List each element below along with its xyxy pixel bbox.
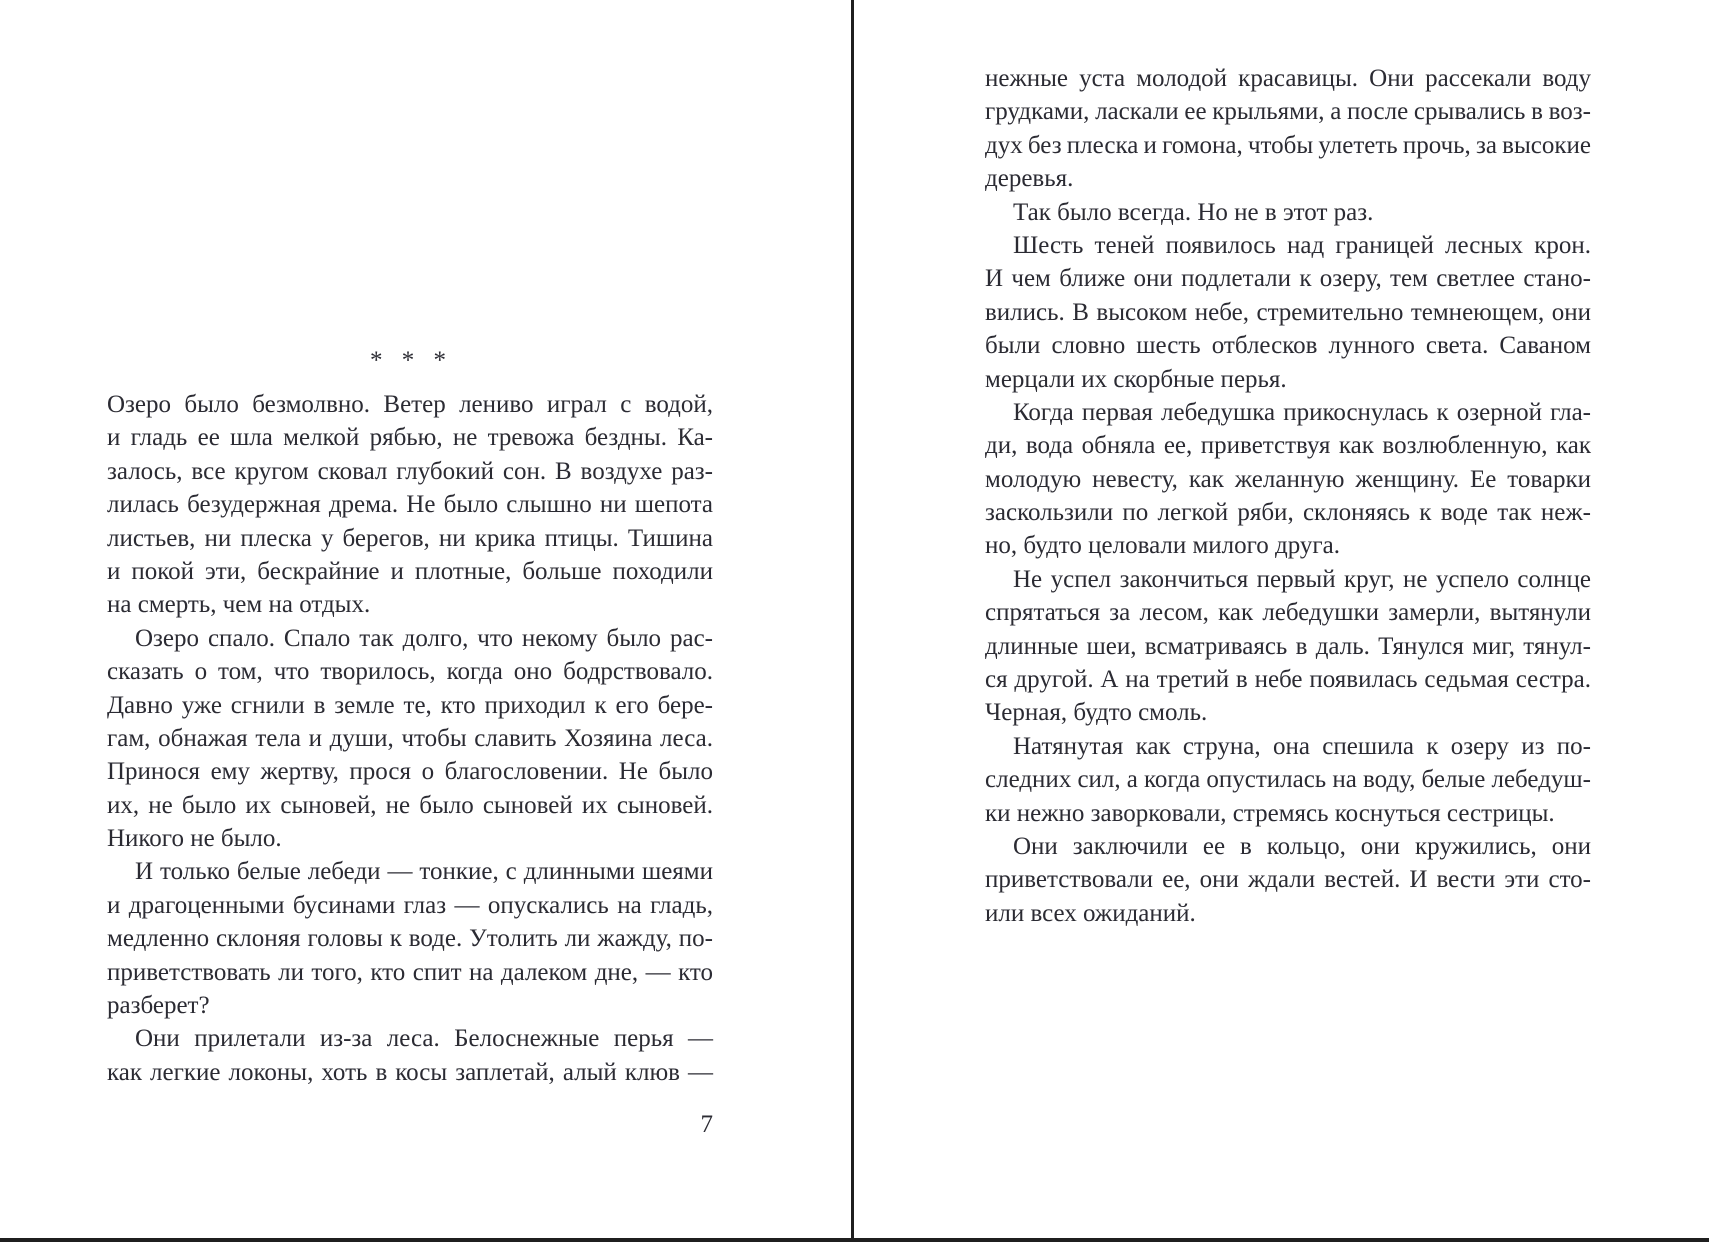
text-line: но, будто целовали милого друга. <box>985 532 1341 560</box>
text-line: листьев, ни плеска у берегов, ни крика птицы. Тишина <box>107 524 713 552</box>
text-line: грудками, ласкали ее крыльями, а после срывались в воз- <box>985 98 1591 126</box>
text-line: деревья. <box>985 165 1074 193</box>
bottom-border <box>0 1238 1709 1242</box>
section-separator: * * * <box>370 347 450 374</box>
text-line: ки нежно заворковали, стремясь коснуться сестрицы. <box>985 799 1555 827</box>
page-divider <box>851 0 854 1242</box>
text-line: приветствовать ли того, кто спит на далеком дне, — кто <box>107 958 713 986</box>
text-line: Никого не было. <box>107 825 282 853</box>
text-line: приветствовали ее, они ждали вестей. И вести эти сто- <box>985 866 1591 894</box>
text-line: Когда первая лебедушка прикоснулась к озерной гла- <box>1013 398 1591 426</box>
text-line: были словно шесть отблесков лунного света. Саваном <box>985 332 1591 360</box>
text-line: Они заключили ее в кольцо, они кружились, они <box>1013 832 1591 860</box>
text-line: Давно уже сгнили в земле те, кто приходил к его бере- <box>107 691 713 719</box>
text-line: Они прилетали из-за леса. Белоснежные перья — <box>135 1025 713 1053</box>
text-line: или всех ожиданий. <box>985 899 1196 927</box>
text-line: Не успел закончиться первый круг, не успело солнце <box>1013 565 1591 593</box>
text-line: ди, вода обняла ее, приветствуя как возлюбленную, как <box>985 432 1591 460</box>
text-line: вились. В высоком небе, стремительно темнеющем, они <box>985 298 1591 326</box>
page-number: 7 <box>700 1111 713 1138</box>
text-line: и гладь ее шла мелкой рябью, не тревожа бездны. Ка- <box>107 424 713 452</box>
text-line: сказать о том, что творилось, когда оно бодрствовало. <box>107 658 713 686</box>
text-line: дух без плеска и гомона, чтобы улететь прочь, за высокие <box>985 131 1591 159</box>
text-line: их, не было их сыновей, не было сыновей их сыновей. <box>107 791 713 819</box>
left-page-text <box>107 388 713 1089</box>
text-line: И только белые лебеди — тонкие, с длинными шеями <box>135 858 713 886</box>
text-line: Принося ему жертву, прося о благословении. Не было <box>107 758 713 786</box>
text-line: Черная, будто смоль. <box>985 699 1208 727</box>
text-line: Натянутая как струна, она спешила к озеру из по- <box>1013 732 1591 760</box>
text-line: Шесть теней появилось над границей лесных крон. <box>1013 231 1591 259</box>
text-line: залось, все кругом сковал глубокий сон. В воздухе раз- <box>107 457 713 485</box>
text-line: и драгоценными бусинами глаз — опускались на гладь, <box>107 891 713 919</box>
text-line: лилась безудержная дрема. Не было слышно ни шепота <box>107 491 713 519</box>
text-line: нежные уста молодой красавицы. Они рассекали воду <box>985 65 1591 92</box>
text-line: Озеро спало. Спало так долго, что некому было рас- <box>135 624 713 652</box>
text-line: следних сил, а когда опустилась на воду, белые лебедуш- <box>985 766 1591 794</box>
text-line: Так было всегда. Но не в этот раз. <box>1013 198 1374 226</box>
text-line: мерцали их скорбные перья. <box>985 365 1287 393</box>
text-line: медленно склоняя головы к воде. Утолить ли жажду, по- <box>107 925 713 953</box>
text-line: гам, обнажая тела и души, чтобы славить Хозяина леса. <box>107 724 713 752</box>
text-line: молодую невесту, как желанную женщину. Ее товарки <box>985 465 1591 493</box>
text-line: разберет? <box>107 992 210 1020</box>
text-line: спрятаться за лесом, как лебедушки замерли, вытянули <box>985 599 1591 627</box>
text-line: длинные шеи, всматриваясь в даль. Тянулся миг, тянул- <box>985 632 1591 660</box>
text-line: на смерть, чем на отдых. <box>107 591 371 619</box>
text-line: И чем ближе они подлетали к озеру, тем светлее стано- <box>985 265 1591 293</box>
text-line: как легкие локоны, хоть в косы заплетай, алый клюв — <box>107 1058 713 1086</box>
left-page <box>107 0 713 1242</box>
text-line: заскользили по легкой ряби, склоняясь к воде так неж- <box>985 499 1591 527</box>
right-page <box>985 0 1591 1242</box>
right-page-text <box>985 62 1591 930</box>
text-line: и покой эти, бескрайние и плотные, больше походили <box>107 557 713 585</box>
text-line: ся другой. А на третий в небе появилась седьмая сестра. <box>985 666 1591 694</box>
text-line: Озеро было безмолвно. Ветер лениво играл с водой, <box>107 391 713 418</box>
